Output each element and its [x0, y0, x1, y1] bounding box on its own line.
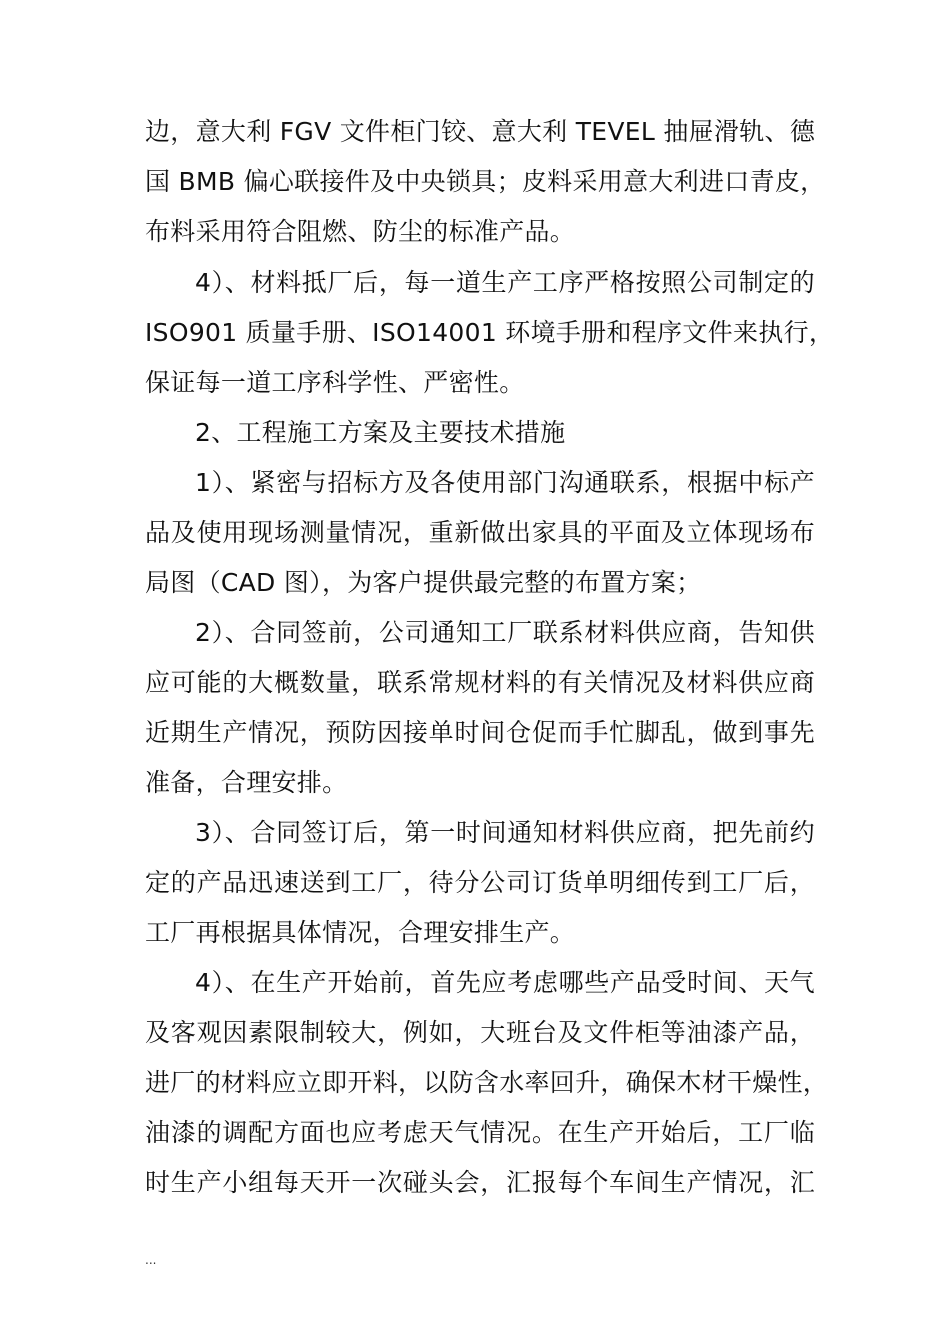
text-line: 边，意大利 FGV 文件柜门铰、意大利 TEVEL 抽屉滑轨、德 — [145, 117, 816, 146]
text-line: 工厂再根据具体情况，合理安排生产。 — [145, 918, 576, 947]
text-line: 油漆的调配方面也应考虑天气情况。在生产开始后，工厂临 — [145, 1118, 815, 1147]
text-line: 进厂的材料应立即开料，以防含水率回升，确保木材干燥性， — [145, 1068, 829, 1097]
text-line: 近期生产情况，预防因接单时间仓促而手忙脚乱，做到事先 — [145, 718, 815, 747]
text-line: 4）、材料抵厂后，每一道生产工序严格按照公司制定的 — [195, 268, 815, 297]
text-line: 准备，合理安排。 — [145, 768, 348, 797]
text-line: 品及使用现场测量情况，重新做出家具的平面及立体现场布 — [145, 518, 815, 547]
text-line: 局图（CAD 图），为客户提供最完整的布置方案； — [145, 568, 702, 597]
text-line: 1）、紧密与招标方及各使用部门沟通联系，根据中标产 — [195, 468, 815, 497]
text-line: 4）、在生产开始前，首先应考虑哪些产品受时间、天气 — [195, 968, 815, 997]
text-line: 国 BMB 偏心联接件及中央锁具；皮料采用意大利进口青皮， — [145, 167, 826, 196]
text-line: 及客观因素限制较大，例如，大班台及文件柜等油漆产品， — [145, 1018, 815, 1047]
text-line: 保证每一道工序科学性、严密性。 — [145, 368, 525, 397]
text-line: 3）、合同签订后，第一时间通知材料供应商，把先前约 — [195, 818, 815, 847]
text-line: 2）、合同签前，公司通知工厂联系材料供应商，告知供 — [195, 618, 815, 647]
footer-ellipsis: ... — [145, 1253, 157, 1267]
text-line: 定的产品迅速送到工厂，待分公司订货单明细传到工厂后， — [145, 868, 815, 897]
text-line: 应可能的大概数量，联系常规材料的有关情况及材料供应商 — [145, 668, 815, 697]
text-line: 时生产小组每天开一次碰头会，汇报每个车间生产情况，汇 — [145, 1168, 815, 1197]
text-line: ISO901 质量手册、ISO14001 环境手册和程序文件来执行， — [145, 318, 835, 347]
section-heading: 2、工程施工方案及主要技术措施 — [195, 418, 566, 447]
text-line: 布料采用符合阻燃、防尘的标准产品。 — [145, 217, 576, 246]
